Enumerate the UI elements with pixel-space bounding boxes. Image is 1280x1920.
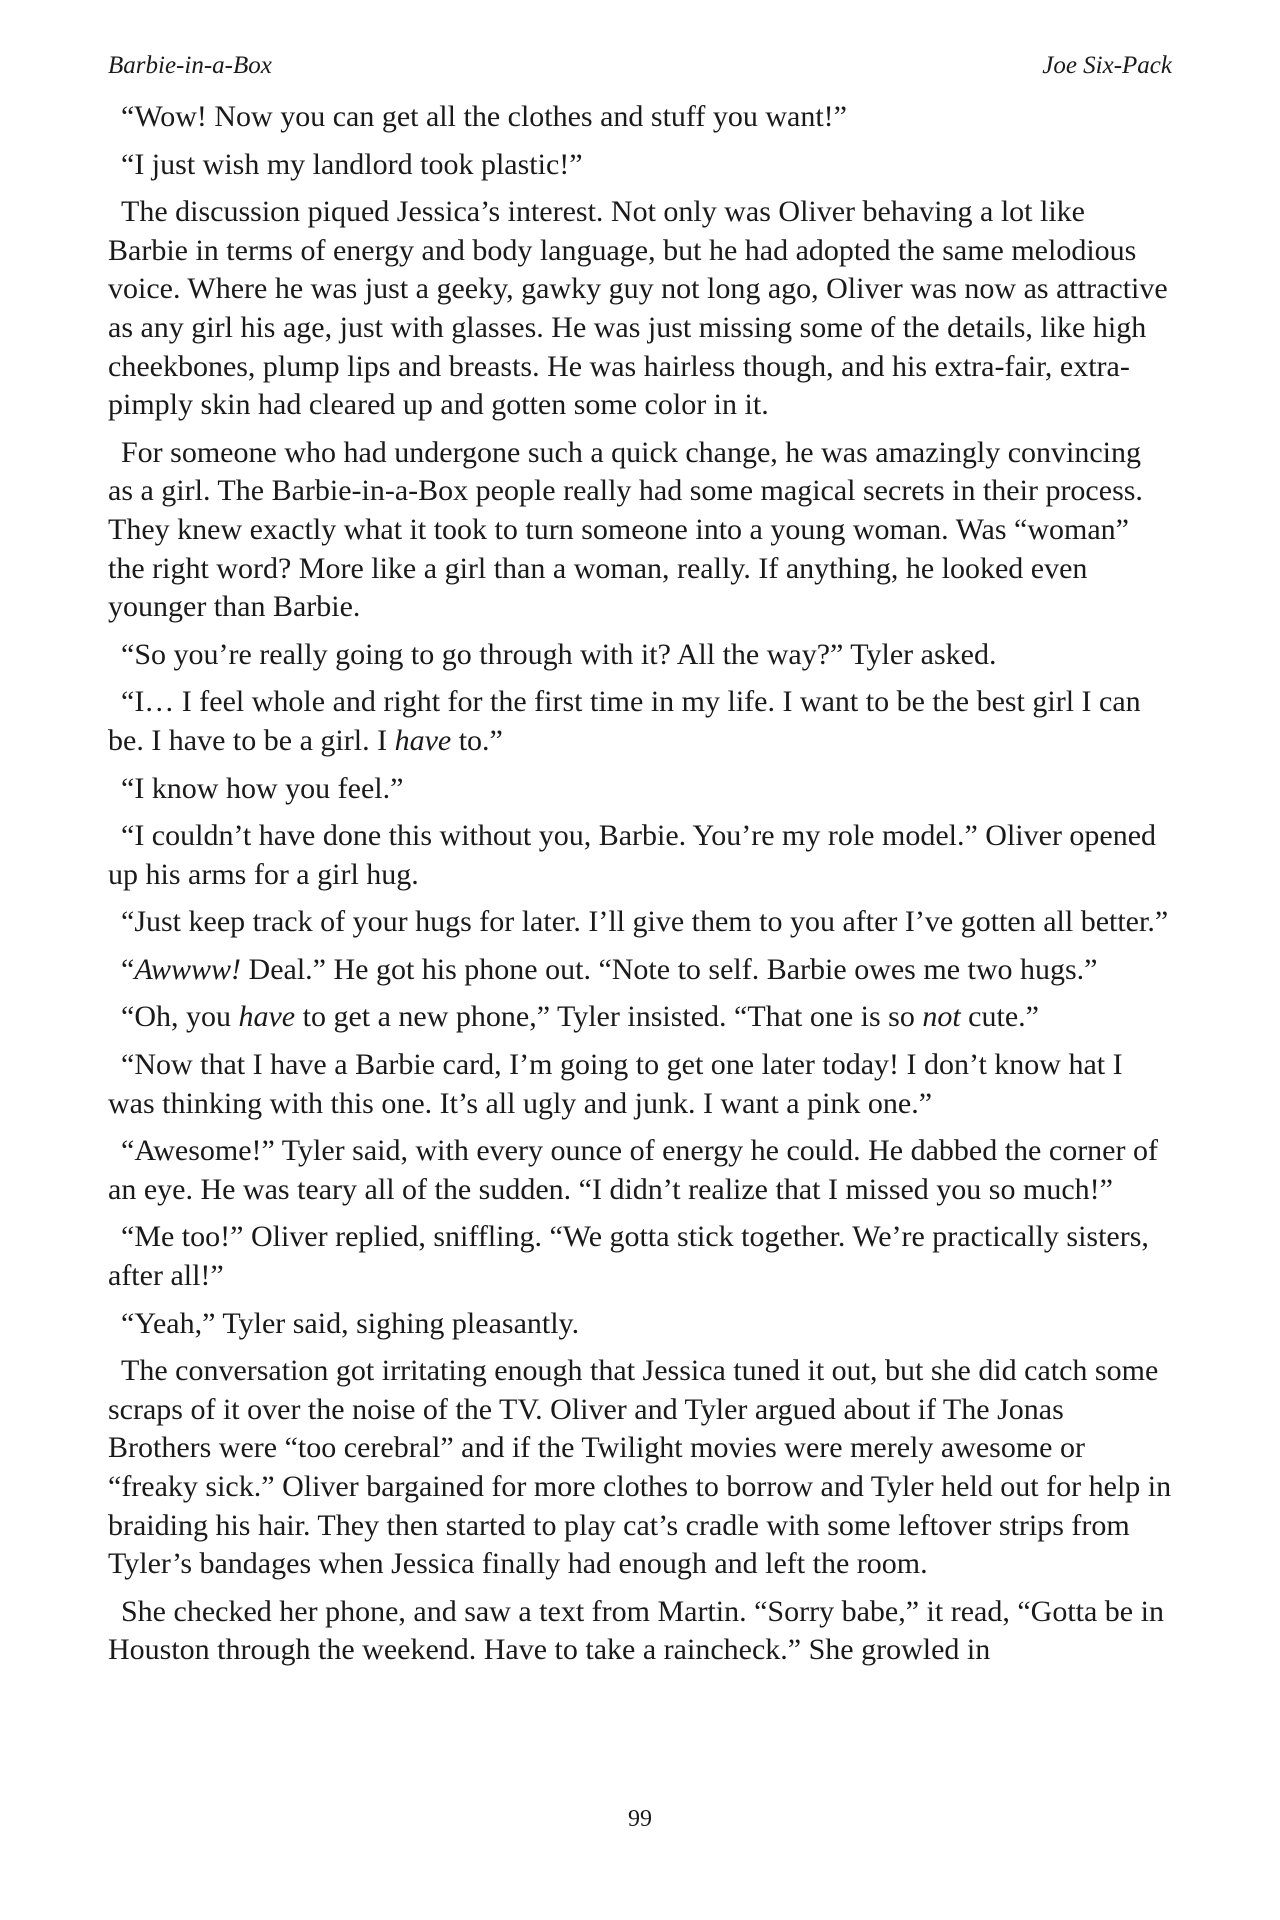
text-run: “I… I feel whole and right for the first time in my life. I want to be the best girl I can be. I have to be a girl. I xyxy=(108,685,1141,757)
text-run: “Wow! Now you can get all the clothes and stuff you want!” xyxy=(121,100,847,133)
paragraph xyxy=(108,817,1172,894)
text-run: “Yeah,” Tyler said, sighing pleasantly. xyxy=(121,1306,580,1340)
text-run: “I know how you feel.” xyxy=(121,771,404,805)
text-run: “I just wish my landlord took plastic!” xyxy=(121,147,583,181)
header-author: Joe Six-Pack xyxy=(1042,52,1172,79)
paragraph xyxy=(108,951,1172,990)
text-run: The conversation got irritating enough that Jessica tuned it out, but she did catch some scraps of it over the noise of the TV. Oliver and Tyler argued about if The Jonas Brothers were “too cerebral” and if the Twilight movies were merely awesome or “freaky sick.” Oliver bargained for more clothes to borrow and Tyler held out for help in braiding his hair. They then started to play cat’s cradle with some leftover strips from Tyler’s bandages when Jessica finally had enough and left the room. xyxy=(108,1354,1172,1581)
paragraph xyxy=(108,683,1172,760)
text-run: “I couldn’t have done this without you, Barbie. You’re my role model.” Oliver opened up his arms for a girl hug. xyxy=(108,819,1157,891)
text-run: to get a new phone,” Tyler insisted. “That one is so xyxy=(295,1000,923,1034)
text-run: “So you’re really going to go through with it? All the way?” Tyler asked. xyxy=(121,637,997,671)
header-book-title: Barbie-in-a-Box xyxy=(108,52,272,79)
text-run: cute.” xyxy=(960,1000,1039,1034)
paragraph xyxy=(108,193,1172,425)
paragraph xyxy=(108,146,1172,185)
text-run: to.” xyxy=(451,723,503,757)
paragraph xyxy=(108,1046,1172,1123)
paragraph xyxy=(108,98,1172,137)
paragraph xyxy=(108,434,1172,627)
text-run: “ xyxy=(121,952,135,986)
italic-run: have xyxy=(394,723,452,757)
paragraph xyxy=(108,903,1172,942)
text-run: The discussion piqued Jessica’s interest. Not only was Oliver behaving a lot like Barbie in terms of energy and body language, but he had adopted the same melodious voice. Where he was just a geeky, gawky guy not long ago, Oliver was now as attractive as any girl his age, just with glasses. He was just missing some of the details, like high cheekbones, plump lips and breasts. He was hairless though, and his extra-fair, extra-pimply skin had cleared up and gotten some color in it. xyxy=(108,195,1168,422)
paragraph xyxy=(108,770,1172,809)
paragraph xyxy=(108,636,1172,675)
text-run: For someone who had undergone such a quick change, he was amazingly convincing as a girl. The Barbie-in-a-Box people really had some magical secrets in their process. They knew exactly what it took to turn someone into a young woman. Was “woman” the right word? More like a girl than a woman, really. If anything, he looked even younger than Barbie. xyxy=(108,435,1143,624)
paragraph xyxy=(108,1218,1172,1295)
page-number: 99 xyxy=(628,1806,652,1832)
paragraph xyxy=(108,1132,1172,1209)
paragraph xyxy=(108,1352,1172,1584)
italic-run: Awwww! xyxy=(134,952,242,986)
text-run: “Just keep track of your hugs for later. I’ll give them to you after I’ve gotten all better.” xyxy=(121,905,1169,939)
running-head xyxy=(108,52,1172,84)
text-run: “Now that I have a Barbie card, I’m going to get one later today! I don’t know hat I was thinking with this one. It’s all ugly and junk. I want a pink one.” xyxy=(108,1048,1123,1120)
italic-run: have xyxy=(238,1000,296,1034)
paragraph xyxy=(108,1305,1172,1344)
text-run: “Awesome!” Tyler said, with every ounce of energy he could. He dabbed the corner of an eye. He was teary all of the sudden. “I didn’t realize that I missed you so much!” xyxy=(108,1134,1158,1206)
paragraph xyxy=(108,998,1172,1037)
text-run: She checked her phone, and saw a text from Martin. “Sorry babe,” it read, “Gotta be in Houston through the weekend. Have to take a raincheck.” She growled in xyxy=(108,1594,1164,1667)
text-run: “Me too!” Oliver replied, sniffling. “We gotta stick together. We’re practically sisters, after all!” xyxy=(108,1220,1149,1293)
text-run: “Oh, you xyxy=(121,1000,239,1034)
text-run: Deal.” He got his phone out. “Note to self. Barbie owes me two hugs.” xyxy=(241,952,1098,986)
italic-run: not xyxy=(922,1000,961,1034)
body-text xyxy=(108,98,1172,1679)
paragraph xyxy=(108,1593,1172,1670)
